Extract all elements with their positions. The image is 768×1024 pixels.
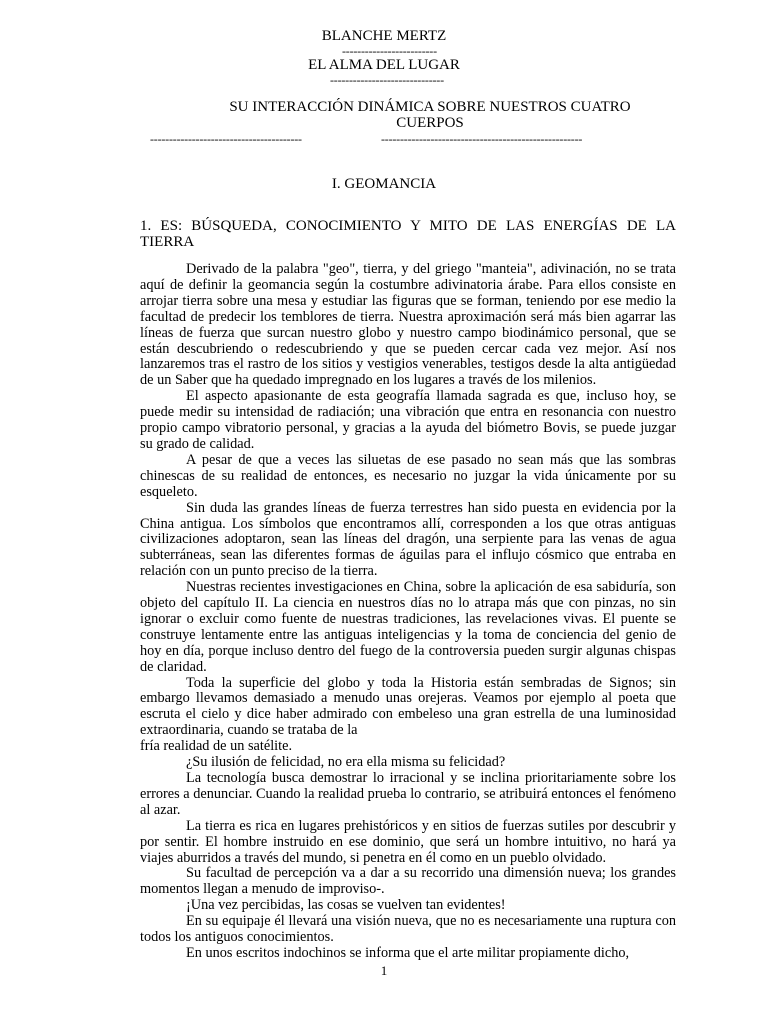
paragraph: Sin duda las grandes líneas de fuerza terrestres han sido puesta en evidencia por la China antigua. Los símbolos que encontramos allí, corresponden a los que otras antiguas civilizaciones adoptaron, sean las líneas del dragón, una serpiente para las venas de agua subterráneas, sean las diferentes formas de águilas para el influjo cósmico que entraba en relación con un punto preciso de la tierra. — [140, 499, 676, 580]
title-rule: ------------------------- — [342, 44, 437, 58]
paragraph: ¿Su ilusión de felicidad, no era ella misma su felicidad? — [186, 754, 506, 771]
paragraph: Toda la superficie del globo y toda la Historia están sembradas de Signos; sin embargo llevamos demasiado a menudo unas orejeras. Veamos por ejemplo al poeta que escruta el cielo y dice haber admirado con embeleso una gran estrella de una luminosidad extraordinaria, cuando se trataba de la — [140, 674, 676, 739]
paragraph: Nuestras recientes investigaciones en China, sobre la aplicación de esa sabiduría, son objeto del capítulo II. La ciencia en nuestros días no lo atrapa más que con pinzas, no sin ignorar o excluir como fuente de nuestras tradiciones, las revelaciones vivas. El puente se construye lentamente entre las antiguas inteligencias y la toma de conciencia del genio de hoy en día, porque incluso dentro del fuego de la controversia pueden surgir algunas chispas de claridad. — [140, 579, 676, 675]
paragraph: En su equipaje él llevará una visión nueva, que no es necesariamente una ruptura con todos los antiguos conocimientos. — [140, 913, 676, 946]
paragraph: La tierra es rica en lugares prehistóricos y en sitios de fuerzas sutiles por descubrir y por sentir. El hombre instruido en ese dominio, que será un hombre intuitivo, no hará ya viajes aburridos a través del mundo, si penetra en él como en un pueblo olvidado. — [140, 817, 676, 866]
subtitle-rule-right: ----------------------------------------------------- — [381, 132, 583, 146]
subtitle-rule-left: ---------------------------------------- — [150, 132, 302, 146]
author-name: BLANCHE MERTZ — [321, 28, 447, 44]
paragraph: En unos escritos indochinos se informa que el arte militar propiamente dicho, — [186, 944, 630, 961]
page-number: 1 — [380, 963, 388, 978]
book-subtitle: SU INTERACCIÓN DINÁMICA SOBRE NUESTROS CUATRO CUERPOS — [229, 99, 631, 131]
book-title: EL ALMA DEL LUGAR — [308, 57, 460, 73]
paragraph: El aspecto apasionante de esta geografía llamada sagrada es que, incluso hoy, se puede medir su intensidad de radiación; una vibración que entra en resonancia con nuestro propio campo vibratorio personal, y gracias a la ayuda del biómetro Bovis, se puede juzgar su grado de calidad. — [140, 388, 676, 452]
paragraph: Derivado de la palabra "geo", tierra, y del griego "manteia", adivinación, no se trata aquí de definir la geomancia según la costumbre adivinatoria árabe. Para ellos consiste en arrojar tierra sobre una mesa y estudiar las figuras que se forman, teniendo por ese medio la facultad de predecir los temblores de tierra. Nuestra aproximación será más bien agarrar las líneas de fuerza que surcan nuestro globo y nuestro campo biodinámico personal, que se están descubriendo o redescubriendo y que se pueden cercar cada vez mejor. Así nos lanzaremos tras el rastro de los sitios y vestigios venerables, testigos desde la alta antigüedad de un Saber que ha quedado impregnado en los lugares a través de los milenios. — [140, 261, 676, 389]
body-text — [140, 262, 676, 962]
paragraph: A pesar de que a veces las siluetas de ese pasado no sean más que las sombras chinescas de su realidad de entonces, es necesario no juzgar la vida únicamente por su esqueleto. — [140, 451, 676, 500]
title-rule: ------------------------------ — [330, 73, 444, 87]
paragraph: La tecnología busca demostrar lo irracional y se inclina prioritariamente sobre los errores a denunciar. Cuando la realidad prueba lo contrario, se atribuirá entonces el fenómeno al azar. — [140, 770, 676, 818]
paragraph: fría realidad de un satélite. — [140, 738, 293, 755]
paragraph: Su facultad de percepción va a dar a su recorrido una dimensión nueva; los grandes momentos llegan a menudo de improviso-. — [140, 865, 676, 898]
paragraph: ¡Una vez percibidas, las cosas se vuelven tan evidentes! — [186, 897, 506, 914]
section-title: I. GEOMANCIA — [331, 176, 437, 192]
chapter-heading: 1. ES: BÚSQUEDA, CONOCIMIENTO Y MITO DE LAS ENERGÍAS DE LA TIERRA — [140, 218, 676, 250]
